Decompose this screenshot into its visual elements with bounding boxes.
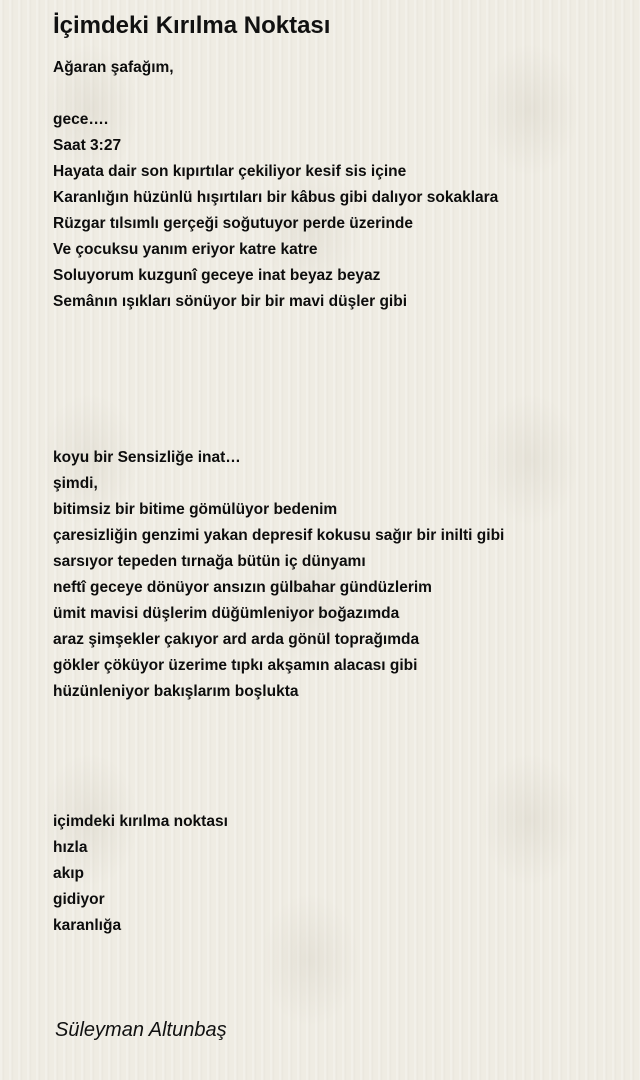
- blank-line: [53, 315, 623, 341]
- blank-line: [53, 393, 623, 419]
- poem-body: [53, 55, 623, 939]
- poem-line: gökler çöküyor üzerime tıpkı akşamın alacası gibi: [53, 657, 418, 674]
- blank-line: [53, 731, 623, 757]
- poem-line: gece….: [53, 111, 109, 128]
- blank-line: [53, 367, 623, 393]
- poem-title: İçimdeki Kırılma Noktası: [53, 12, 331, 39]
- poem-author: Süleyman Altunbaş: [55, 1019, 227, 1041]
- poem-line: Karanlığın hüzünlü hışırtıları bir kâbus gibi dalıyor sokaklara: [53, 189, 499, 206]
- poem-line: şimdi,: [53, 475, 98, 492]
- poem-line: Semânın ışıkları sönüyor bir bir mavi düşler gibi: [53, 293, 408, 310]
- poem-line: neftî geceye dönüyor ansızın gülbahar gündüzlerim: [53, 579, 432, 596]
- poem-line: Ve çocuksu yanım eriyor katre katre: [53, 241, 318, 258]
- poem-line: hüzünleniyor bakışlarım boşlukta: [53, 683, 299, 700]
- poem-line: Ağaran şafağım,: [53, 59, 174, 76]
- poem-line: gidiyor: [53, 891, 105, 908]
- blank-line: [53, 419, 623, 445]
- poem-line: karanlığa: [53, 917, 122, 934]
- poem-line: Soluyorum kuzgunî geceye inat beyaz beyaz: [53, 267, 381, 284]
- poem-line: içimdeki kırılma noktası: [53, 813, 228, 830]
- blank-line: [53, 757, 623, 783]
- poem-line: bitimsiz bir bitime gömülüyor bedenim: [53, 501, 338, 518]
- poem-line: Saat 3:27: [53, 137, 122, 154]
- poem-line: çaresizliğin genzimi yakan depresif kokusu sağır bir inilti gibi: [53, 527, 505, 544]
- poem-line: araz şimşekler çakıyor ard arda gönül toprağımda: [53, 631, 420, 648]
- poem-line: Hayata dair son kıpırtılar çekiliyor kesif sis içine: [53, 163, 407, 180]
- poem-line: ümit mavisi düşlerim düğümleniyor boğazımda: [53, 605, 400, 622]
- blank-line: [53, 783, 623, 809]
- poem-line: hızla: [53, 839, 88, 856]
- blank-line: [53, 705, 623, 731]
- blank-line: [53, 81, 623, 107]
- poem-line: sarsıyor tepeden tırnağa bütün iç dünyamı: [53, 553, 366, 570]
- poem-line: koyu bir Sensizliğe inat…: [53, 449, 241, 466]
- poem-line: akıp: [53, 865, 85, 882]
- blank-line: [53, 341, 623, 367]
- poem-line: Rüzgar tılsımlı gerçeği soğutuyor perde üzerinde: [53, 215, 414, 232]
